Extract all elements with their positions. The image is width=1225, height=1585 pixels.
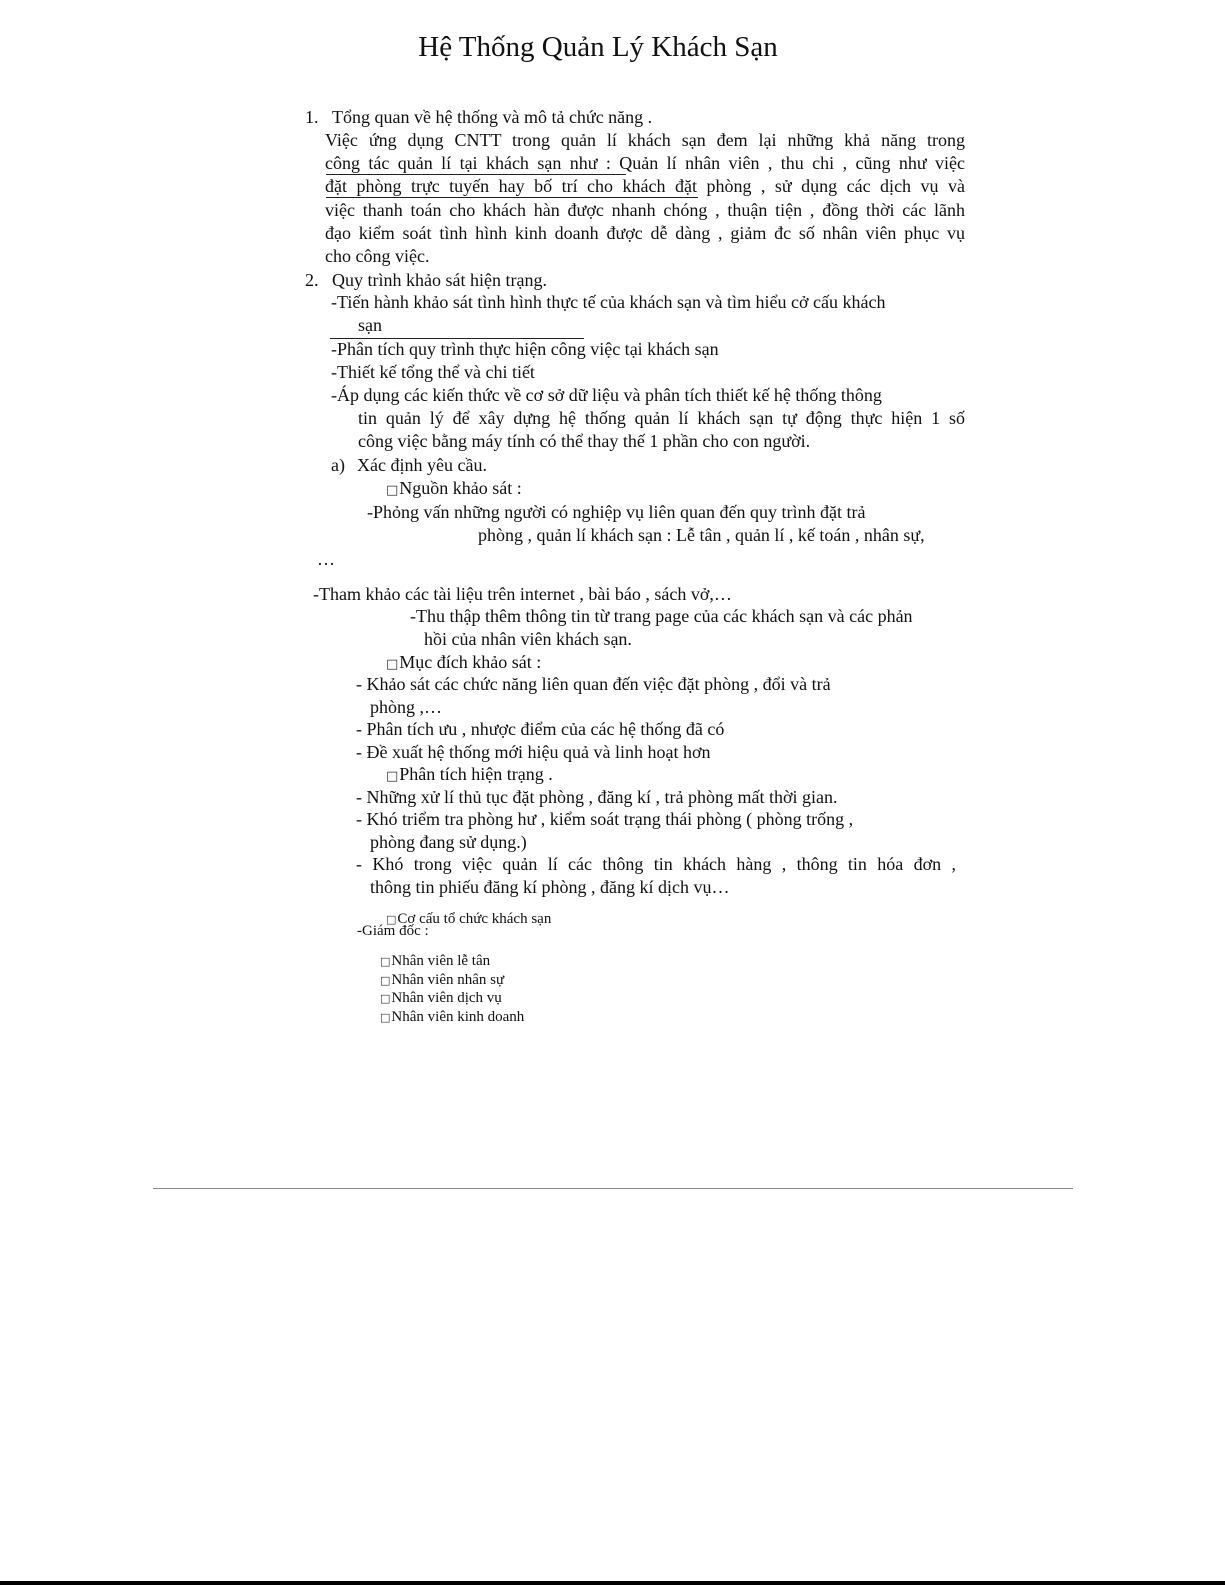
org-staff-item	[380, 989, 502, 1008]
source-heading-row	[386, 477, 522, 502]
org-staff-label: Nhân viên kinh doanh	[391, 1009, 525, 1025]
status-line-2: - Khó triểm tra phòng hư , kiểm soát trạng thái phòng ( phòng trống ,	[356, 809, 854, 829]
org-director: -Giám đốc :	[357, 923, 429, 939]
section2-step-2: -Phân tích quy trình thực hiện công việc tại khách sạn	[331, 339, 719, 359]
source-line-1: -Phỏng vấn những người có nghiệp vụ liên quan đến quy trình đặt trả	[367, 502, 866, 522]
subsection-a-heading: Xác định yêu cầu.	[357, 455, 487, 475]
section1-line-3: đặt phòng trực tuyến hay bố trí cho khách đặt phòng , sử dụng các dịch vụ và	[325, 176, 965, 196]
page-separator	[153, 1188, 1073, 1189]
section1-line-6: cho công việc.	[325, 246, 430, 266]
bottom-edge-bar	[0, 1581, 1225, 1585]
section2-step-4-cont2: công việc bằng máy tính có thể thay thế 1 phần cho con người.	[358, 431, 811, 451]
org-heading: Cơ cấu tổ chức khách sạn	[397, 911, 552, 927]
section2-heading: Quy trình khảo sát hiện trạng.	[332, 270, 547, 290]
checkbox-bullet-icon: □	[380, 1011, 391, 1024]
section1-line-5: đạo kiểm soát tình hình kinh doanh được dễ dàng , giảm đc số nhân viên phục vụ	[325, 223, 965, 243]
status-heading: Phân tích hiện trạng .	[399, 764, 553, 784]
underline-2	[326, 197, 698, 198]
purpose-line-3: - Đề xuất hệ thống mới hiệu quả và linh hoạt hơn	[356, 742, 711, 762]
org-staff-label: Nhân viên nhân sự	[391, 972, 505, 988]
purpose-line-1: - Khảo sát các chức năng liên quan đến việc đặt phòng , đổi và trả	[356, 674, 831, 694]
source-line-5: hồi của nhân viên khách sạn.	[424, 629, 632, 649]
status-line-3-cont: thông tin phiếu đăng kí phòng , đăng kí dịch vụ…	[370, 877, 730, 897]
checkbox-bullet-icon: □	[380, 955, 391, 968]
purpose-line-2: - Phân tích ưu , nhược điểm của các hệ thống đã có	[356, 719, 725, 739]
checkbox-bullet-icon: □	[386, 769, 399, 784]
source-line-ellipsis: …	[317, 549, 335, 569]
source-line-2: phòng , quản lí khách sạn : Lễ tân , quản lí , kế toán , nhân sự,	[478, 525, 925, 545]
checkbox-bullet-icon: □	[386, 913, 397, 926]
section1-heading: Tổng quan về hệ thống và mô tả chức năng .	[332, 107, 653, 127]
section1-line-4: việc thanh toán cho khách hàn được nhanh chóng , thuận tiện , đồng thời các lãnh	[325, 200, 965, 220]
source-line-4: -Thu thập thêm thông tin từ trang page của các khách sạn và các phản	[410, 606, 913, 626]
section2-number: 2.	[305, 270, 319, 290]
status-line-2-cont: phòng đang sử dụng.)	[370, 832, 527, 852]
section2-step-1-cont: sạn	[358, 315, 382, 335]
section2-step-4-cont1: tin quản lý để xây dựng hệ thống quản lí khách sạn tự động thực hiện 1 số	[358, 408, 965, 428]
checkbox-bullet-icon: □	[380, 974, 391, 987]
org-staff-item	[380, 1008, 524, 1027]
source-line-3: -Tham khảo các tài liệu trên internet , bài báo , sách vở,…	[313, 584, 732, 604]
checkbox-bullet-icon: □	[386, 483, 399, 498]
purpose-line-1-cont: phòng ,…	[370, 697, 442, 717]
section1-line-1: Việc ứng dụng CNTT trong quản lí khách sạn đem lại những khả năng trong	[325, 130, 965, 150]
status-line-3: - Khó trong việc quản lí các thông tin khách hàng , thông tin hóa đơn ,	[356, 854, 956, 874]
subsection-a-label: a)	[331, 455, 345, 475]
section1-line-2: công tác quản lí tại khách sạn như : Quản lí nhân viên , thu chi , cũng như việc	[325, 153, 965, 173]
checkbox-bullet-icon: □	[386, 657, 399, 672]
org-staff-label: Nhân viên dịch vụ	[391, 990, 502, 1006]
purpose-heading: Mục đích khảo sát :	[399, 652, 542, 672]
status-heading-row	[386, 763, 553, 788]
section1-number: 1.	[305, 107, 319, 127]
org-staff-item	[380, 971, 504, 990]
status-line-1: - Những xử lí thủ tục đặt phòng , đăng kí , trả phòng mất thời gian.	[356, 787, 838, 807]
document-title: Hệ Thống Quản Lý Khách Sạn	[418, 31, 778, 63]
org-staff-label: Nhân viên lễ tân	[391, 953, 491, 969]
section2-step-1: -Tiến hành khảo sát tình hình thực tế của khách sạn và tìm hiểu cở cấu khách	[331, 292, 886, 312]
checkbox-bullet-icon: □	[380, 992, 391, 1005]
org-staff-item	[380, 952, 490, 971]
section2-step-4: -Áp dụng các kiến thức về cơ sở dữ liệu và phân tích thiết kế hệ thống thông	[331, 385, 882, 405]
section2-step-3: -Thiết kế tổng thể và chi tiết	[331, 362, 535, 382]
source-heading: Nguồn khảo sát :	[399, 478, 522, 498]
